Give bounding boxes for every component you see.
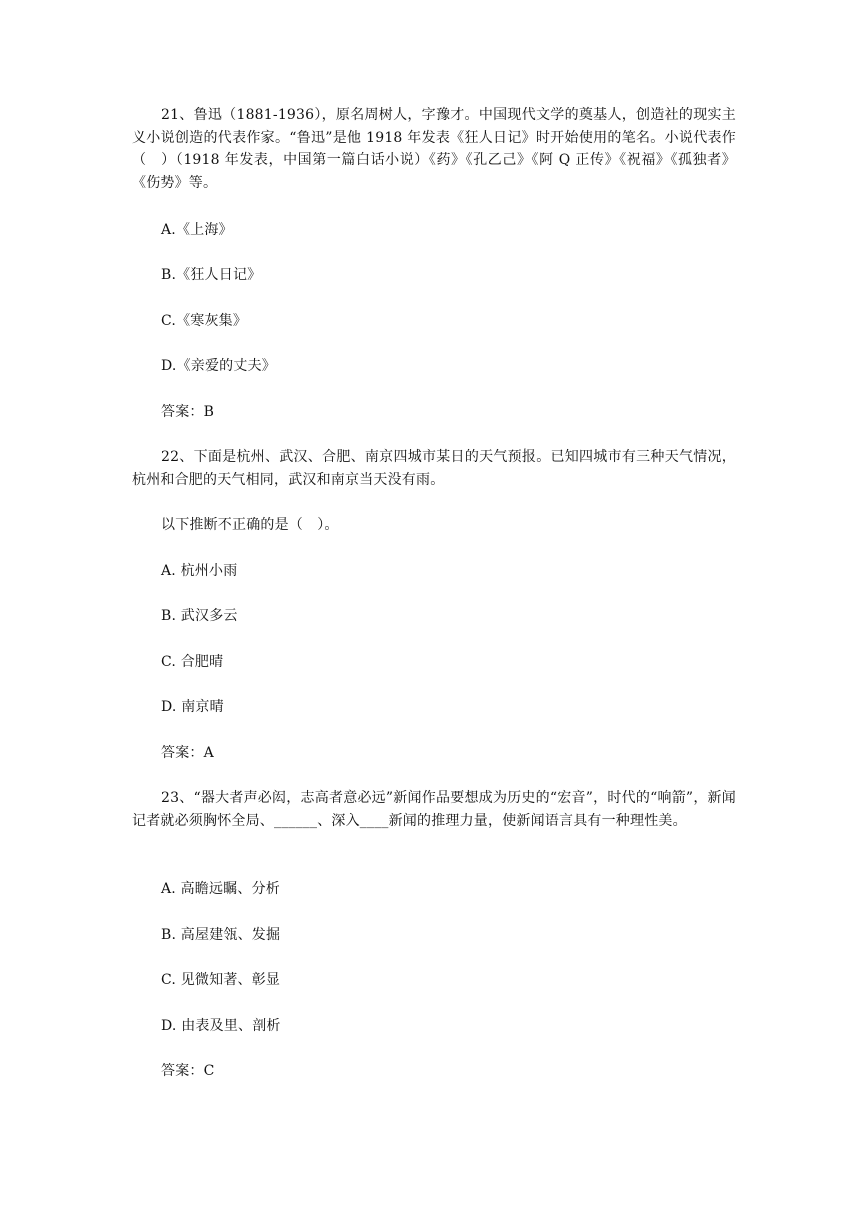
question-23-option-b: B. 高屋建瓴、发掘 xyxy=(161,927,281,943)
question-22-option-d: D. 南京晴 xyxy=(161,699,224,715)
question-23-option-a: A. 高瞻远瞩、分析 xyxy=(161,881,281,897)
question-21-option-c: C.《寒灰集》 xyxy=(161,313,248,329)
question-21-stem: 21、鲁迅（1881-1936），原名周树人，字豫才。中国现代文学的奠基人，创造社的现实主义小说创造的代表作家。“鲁迅”是他 1918 年发表《狂人日记》时开始使用的笔名。小说代表作（ ）（1918 年发表，中国第一篇白话小说）《药》《孔乙己》《阿 Q 正传》《祝福》《孤独者》《伤势》等。 xyxy=(132,107,736,191)
question-22-option-a: A. 杭州小雨 xyxy=(161,563,238,579)
question-23-option-d: D. 由表及里、剖析 xyxy=(161,1018,281,1034)
question-22-option-b: B. 武汉多云 xyxy=(161,608,238,624)
question-23-stem: 23、“器大者声必闳，志高者意必远”新闻作品要想成为历史的“宏音”，时代的“响箭”，新闻记者就必须胸怀全局、______、深入____新闻的推理力量，使新闻语言具有一种理性美。 xyxy=(132,790,736,829)
question-22-prompt: 以下推断不正确的是（ ）。 xyxy=(161,517,339,533)
question-23-answer: 答案：C xyxy=(161,1063,215,1079)
question-22-option-c: C. 合肥晴 xyxy=(161,654,224,670)
question-23-option-c: C. 见微知著、彰显 xyxy=(161,972,281,988)
question-21-option-a: A.《上海》 xyxy=(161,222,233,238)
question-22-stem: 22、下面是杭州、武汉、合肥、南京四城市某日的天气预报。已知四城市有三种天气情况，杭州和合肥的天气相同，武汉和南京当天没有雨。 xyxy=(132,449,736,488)
question-21-option-d: D.《亲爱的丈夫》 xyxy=(161,358,276,374)
question-21-answer: 答案：B xyxy=(161,404,215,420)
question-22-answer: 答案：A xyxy=(161,745,214,761)
question-21-option-b: B.《狂人日记》 xyxy=(161,267,262,283)
